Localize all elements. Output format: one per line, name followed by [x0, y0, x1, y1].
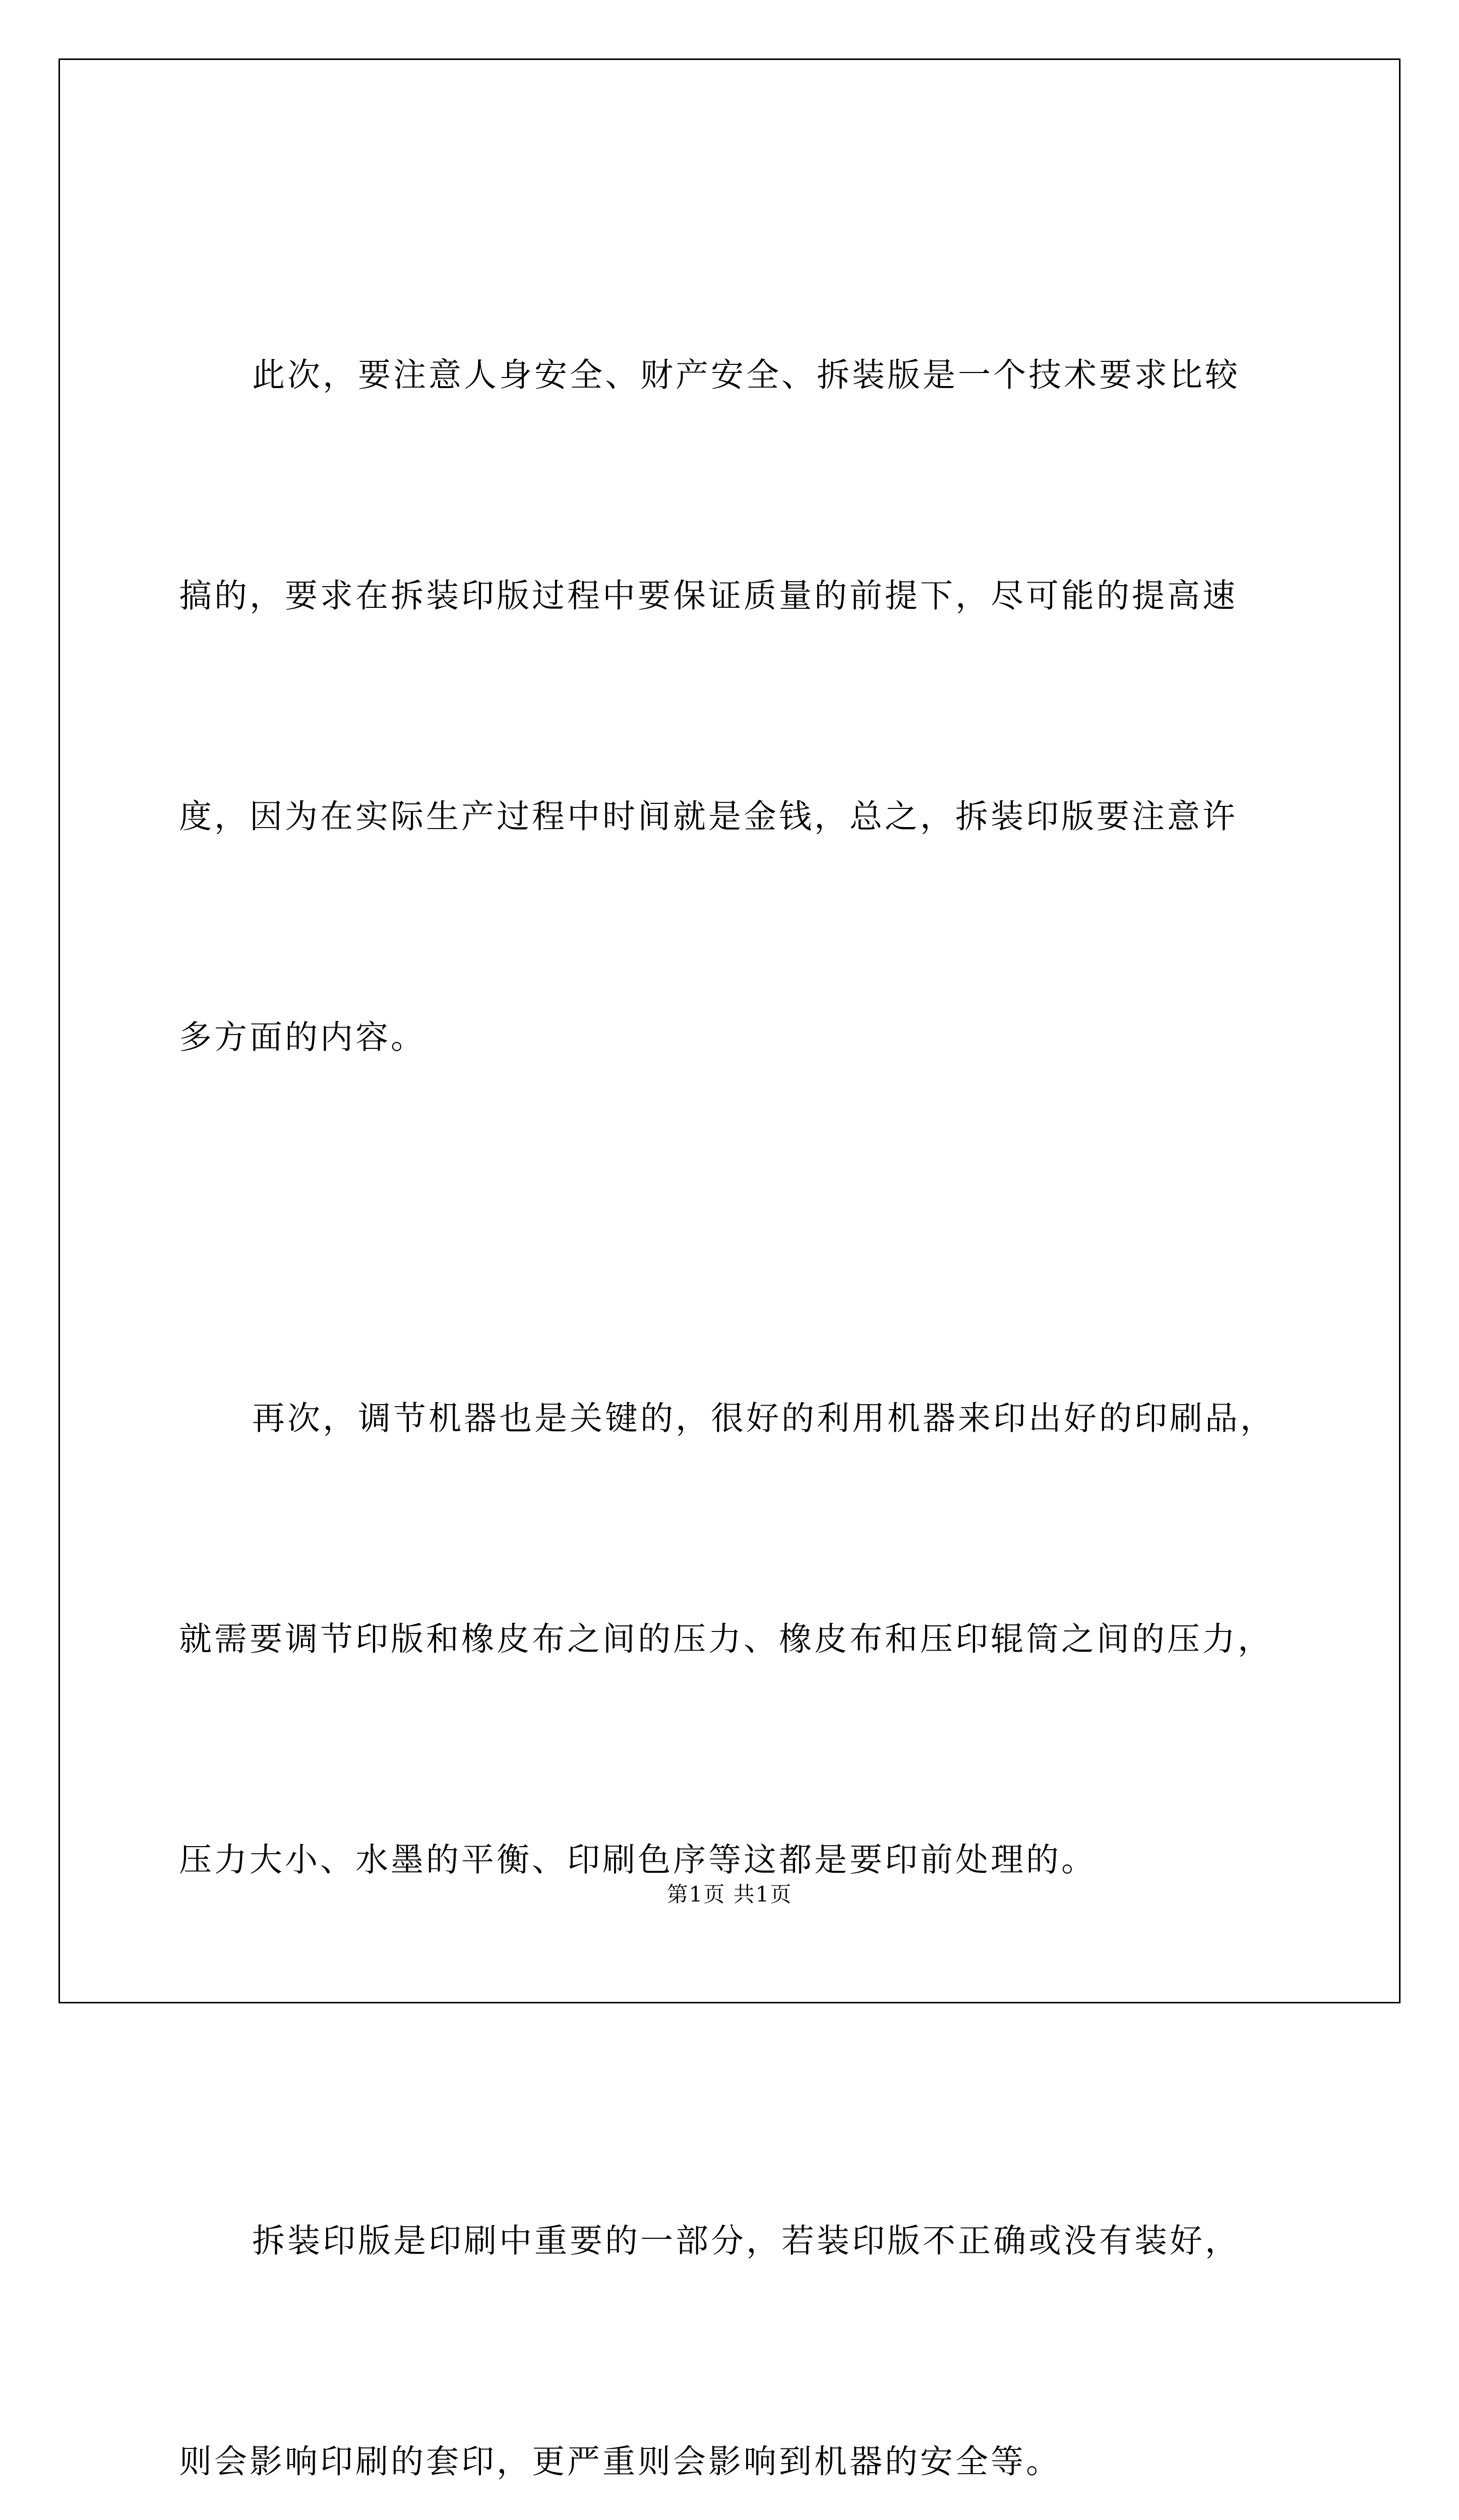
paragraph-3 [179, 2057, 1308, 2520]
paragraph-line: 就需要调节印版和橡皮布之间的压力、橡皮布和压印辊筒之间的压力， [179, 1620, 1273, 1658]
paragraph-line: 再次，调节机器也是关键的，很好的利用机器来印出好的印刷品， [252, 1400, 1276, 1437]
paragraph-2 [179, 1235, 1308, 2044]
paragraph-line: 拆装印版是印刷中重要的一部分，若装印版不正确或没有装好， [252, 2222, 1241, 2260]
page-footer [0, 1878, 1459, 1908]
document-body [179, 192, 1308, 2520]
paragraph-line: 度，因为在实际生产过程中时间就是金钱，总之，拆装印版要注意许 [179, 798, 1238, 836]
paragraph-line: 多方面的内容。 [179, 1019, 427, 1056]
paragraph-line: 此次，要注意人身安全、财产安全、拆装版是一个技术要求比较 [252, 356, 1241, 394]
paragraph-line: 则会影响印刷的套印，更严重则会影响到机器的安全等。 [179, 2443, 1062, 2481]
page-number-label: 第1页 共1页 [666, 1882, 793, 1907]
paragraph-line: 压力大小、水墨的平衡、印刷色序等这都是要印前处理的。 [179, 1841, 1097, 1879]
paragraph-line: 搞的，要求在拆装印版过程中要保证质量的前提下，尽可能的提高速 [179, 577, 1238, 615]
paragraph-1 [179, 192, 1308, 1222]
